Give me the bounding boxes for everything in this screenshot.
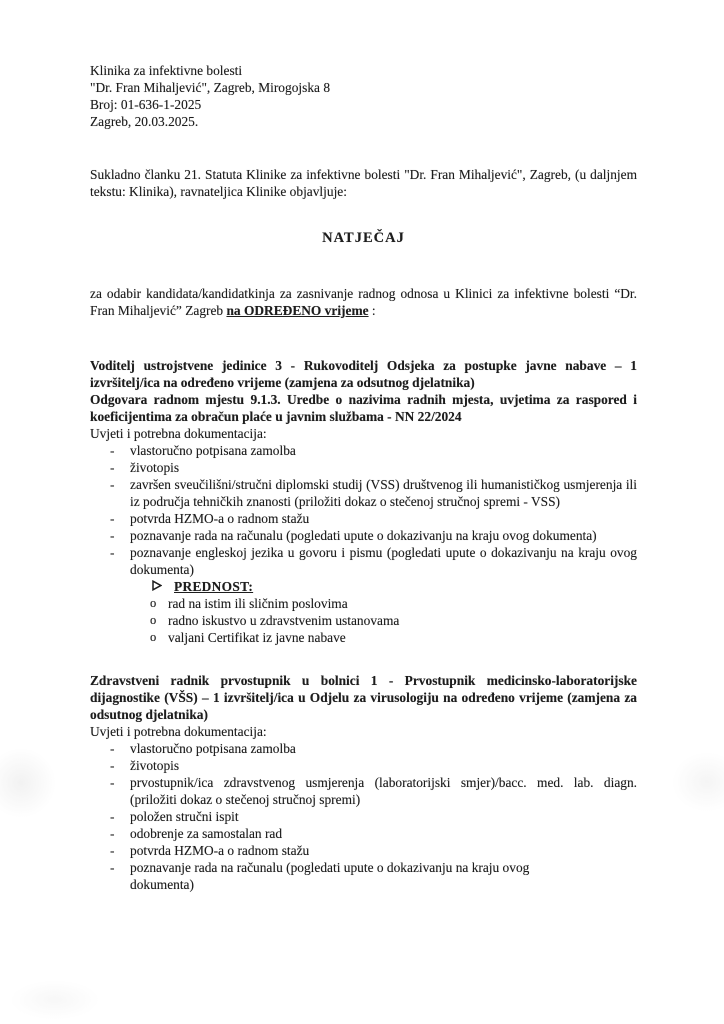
scan-smudge (10, 980, 100, 1020)
circle-bullet-icon: o (150, 630, 157, 644)
dash-bullet-icon: - (110, 826, 115, 841)
list-item (90, 510, 637, 527)
dash-bullet-icon: - (110, 511, 115, 526)
dash-bullet-icon: - (110, 477, 115, 492)
list-item (90, 544, 637, 578)
list-item-text: poznavanje rada na računalu (pogledati upute o dokazivanju na kraju ovog dokumenta) (130, 528, 597, 543)
subtitle-emphasis: na ODREĐENO vrijeme (226, 303, 369, 318)
list-item-text: rad na istim ili sličnim poslovima (168, 596, 348, 611)
list-item (90, 442, 637, 459)
position-1-advantages-list (90, 595, 637, 646)
letterhead-ref-number: Broj: 01-636-1-2025 (90, 97, 202, 112)
position-1-requirements-list (90, 442, 637, 578)
position-2-requirements-label: Uvjeti i potrebna dokumentacija: (90, 724, 267, 739)
list-item-text: poznavanje rada na računalu (pogledati upute o dokazivanju na kraju ovog dokumenta) (130, 860, 530, 892)
list-item (90, 595, 637, 612)
list-item-text: prvostupnik/ica zdravstvenog usmjerenja (laboratorijski smjer)/bacc. med. lab. diagn. (priložiti dokaz o stečenoj stručnoj spremi) (130, 775, 637, 807)
dash-bullet-icon: - (110, 460, 115, 475)
subtitle-text-post: : (368, 303, 376, 318)
advantage-label: PREDNOST: (174, 579, 254, 594)
dash-bullet-icon: - (110, 860, 115, 875)
dash-bullet-icon: - (110, 443, 115, 458)
letterhead (90, 62, 637, 130)
list-item (90, 842, 637, 859)
list-item (90, 459, 637, 476)
list-item-text: potvrda HZMO-a o radnom stažu (130, 511, 310, 526)
list-item (90, 740, 637, 757)
list-item-text: životopis (130, 758, 180, 773)
letterhead-address: "Dr. Fran Mihaljević", Zagreb, Mirogojska 8 (90, 80, 331, 95)
list-item (90, 757, 637, 774)
scan-smudge (0, 748, 56, 818)
list-item-text: životopis (130, 460, 180, 475)
intro-paragraph: Sukladno članku 21. Statuta Klinike za infektivne bolesti "Dr. Fran Mihaljević", Zagreb, (u daljnjem tekstu: Klinika), ravnateljica Klinike objavljuje: (90, 167, 637, 199)
list-item (90, 808, 637, 825)
position-1-heading: Voditelj ustrojstvene jedinice 3 - Rukovoditelj Odsjeka za postupke javne nabave – 1 izvršitelj/ica na određeno vrijeme (zamjena za odsutnog djelatnika) (90, 358, 637, 390)
list-item (90, 774, 637, 808)
list-item-text: vlastoručno potpisana zamolba (130, 443, 296, 458)
position-section-2 (90, 672, 637, 893)
letterhead-org-name: Klinika za infektivne bolesti (90, 63, 243, 78)
list-item (90, 825, 637, 842)
dash-bullet-icon: - (110, 809, 115, 824)
arrow-bullet-icon (152, 578, 174, 595)
subtitle-paragraph (90, 285, 637, 319)
position-section-1 (90, 357, 637, 646)
list-item-text: valjani Certifikat iz javne nabave (168, 630, 346, 645)
letterhead-date: Zagreb, 20.03.2025. (90, 114, 199, 129)
list-item (90, 629, 637, 646)
list-item-text: poznavanje engleskoj jezika u govoru i pismu (pogledati upute o dokazivanju na kraju ovog dokumenta) (130, 545, 637, 577)
position-2-requirements-list (90, 740, 637, 893)
list-item-text: potvrda HZMO-a o radnom stažu (130, 843, 310, 858)
position-1-subheading: Odgovara radnom mjestu 9.1.3. Uredbe o nazivima radnih mjesta, uvjetima za raspored i koeficijentima za obračun plaće u javnim službama - NN 22/2024 (90, 392, 637, 424)
list-item (90, 527, 637, 544)
circle-bullet-icon: o (150, 596, 157, 610)
circle-bullet-icon: o (150, 613, 157, 627)
subtitle-text-pre: za odabir kandidata/kandidatkinja za zasnivanje radnog odnosa u Klinici za infektivne bolesti “Dr. Fran Mihaljević” Zagreb (90, 286, 637, 318)
dash-bullet-icon: - (110, 545, 115, 560)
dash-bullet-icon: - (110, 528, 115, 543)
list-item (90, 476, 637, 510)
list-item-text: odobrenje za samostalan rad (130, 826, 283, 841)
dash-bullet-icon: - (110, 758, 115, 773)
list-item-text: vlastoručno potpisana zamolba (130, 741, 296, 756)
list-item-text: položen stručni ispit (130, 809, 239, 824)
list-item (90, 612, 637, 629)
position-2-heading: Zdravstveni radnik prvostupnik u bolnici 1 - Prvostupnik medicinsko-laboratorijske dijagnostike (VŠS) – 1 izvršitelj/ica u Odjelu za virusologiju na određeno vrijeme (zamjena za odsutnog djelatnika) (90, 673, 637, 722)
position-1-requirements-label: Uvjeti i potrebna dokumentacija: (90, 426, 267, 441)
dash-bullet-icon: - (110, 741, 115, 756)
list-item-text: završen sveučilišni/stručni diplomski studij (VSS) društvenog ili humanističkog usmjerenja ili iz područja tehničkih znanosti (priložiti dokaz o stečenoj stručnoj spremi - VSS) (130, 477, 637, 509)
dash-bullet-icon: - (110, 775, 115, 790)
dash-bullet-icon: - (110, 843, 115, 858)
scan-smudge (672, 752, 724, 812)
document-title: NATJEČAJ (322, 230, 405, 246)
list-item (90, 859, 637, 893)
advantage-heading (90, 578, 637, 595)
list-item-text: radno iskustvo u zdravstvenim ustanovama (168, 613, 400, 628)
